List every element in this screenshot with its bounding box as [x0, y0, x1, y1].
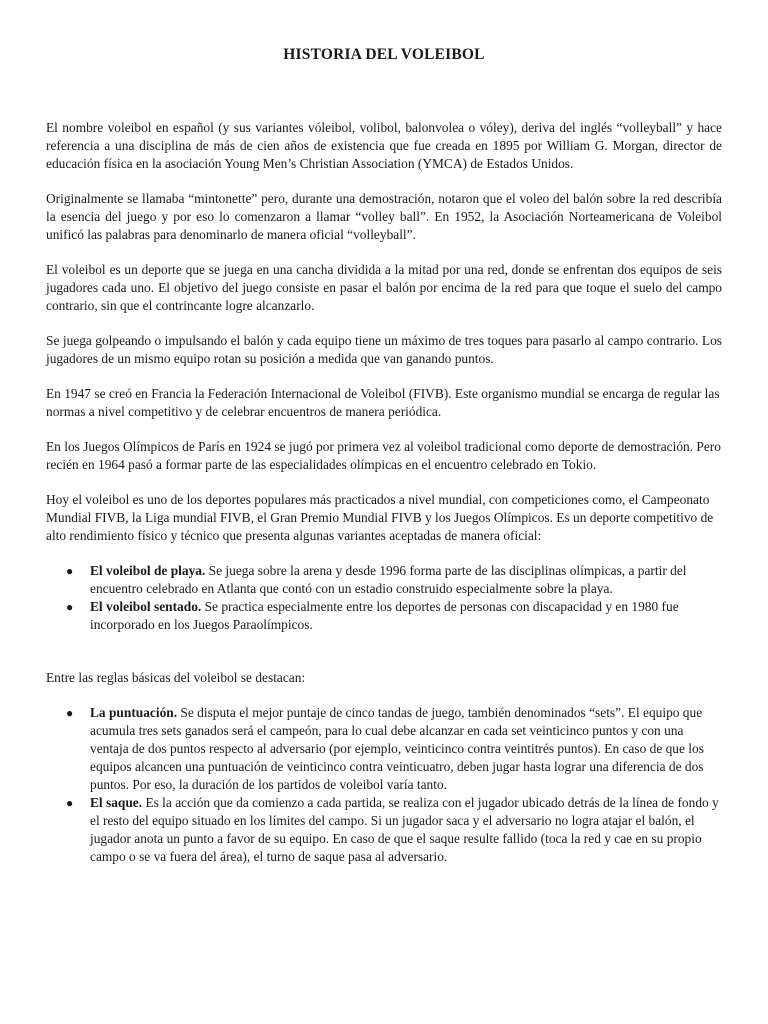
list-item [66, 598, 722, 634]
paragraph-play: Se juega golpeando o impulsando el balón y cada equipo tiene un máximo de tres toques para pasarlo al campo contrario. Los jugadores de un mismo equipo rotan su posición a medida que van ganando puntos. [46, 333, 722, 366]
list-item [66, 562, 722, 598]
list-item-text: Se juega sobre la arena y desde 1996 forma parte de las disciplinas olímpicas, a partir del encuentro celebrado en Atlanta que contó con un estadio construido especialmente sobre la playa. [90, 563, 687, 596]
paragraph-olympics: En los Juegos Olímpicos de París en 1924 se jugó por primera vez al voleibol tradicional como deporte de demostración. Pero recién en 1964 pasó a formar parte de las especialidades olímpicas en el encuentro celebrado en Tokio. [46, 439, 721, 472]
list-item-term: El voleibol sentado. [90, 599, 202, 614]
bullet-icon: ● [66, 706, 74, 720]
list-item-text: Se disputa el mejor puntaje de cinco tandas de juego, también denominados “sets”. El equipo que acumula tres sets ganados será el campeón, para lo cual debe alcanzar en cada set veinticinco puntos y con una ventaja de dos puntos respecto al adversario (por ejemplo, veinticinco contra veintitrés puntos). En caso de que los equipos alcancen una puntuación de veinticinco contra veinticuatro, deben jugar hasta lograr una diferencia de dos puntos. Por eso, la duración de los partidos de voleibol varía tanto. [90, 705, 704, 792]
paragraph-description: El voleibol es un deporte que se juega en una cancha dividida a la mitad por una red, donde se enfrentan dos equipos de seis jugadores cada uno. El objetivo del juego consiste en pasar el balón por encima de la red para que toque el suelo del campo contrario, sin que el contrincante logre alcanzarlo. [46, 262, 722, 313]
list-item-term: La puntuación. [90, 705, 178, 720]
variants-list [46, 562, 722, 634]
list-item-term: El voleibol de playa. [90, 563, 206, 578]
paragraph-fivb: En 1947 se creó en Francia la Federación Internacional de Voleibol (FIVB). Este organismo mundial se encarga de regular las normas a nivel competitivo y de celebrar encuentros de manera periódica. [46, 386, 720, 419]
rules-list [46, 704, 722, 866]
bullet-icon: ● [66, 564, 74, 578]
list-item-text: Se practica especialmente entre los deportes de personas con discapacidad y en 1980 fue incorporado en los Juegos Paraolímpicos. [90, 599, 679, 632]
list-item-term: El saque. [90, 795, 143, 810]
list-item [66, 794, 722, 866]
rules-intro: Entre las reglas básicas del voleibol se destacan: [46, 670, 306, 685]
list-item [66, 704, 722, 794]
spacer [46, 651, 722, 669]
paragraph-today: Hoy el voleibol es uno de los deportes populares más practicados a nivel mundial, con competiciones como, el Campeonato Mundial FIVB, la Liga mundial FIVB, el Gran Premio Mundial FIVB y los Juegos Olímpicos. Es un deporte competitivo de alto rendimiento físico y técnico que presenta algunas variantes aceptadas de manera oficial: [46, 492, 714, 543]
bullet-icon: ● [66, 796, 74, 810]
list-item-text: Es la acción que da comienzo a cada partida, se realiza con el jugador ubicado detrás de la línea de fondo y el resto del equipo situado en los límites del campo. Si un jugador saca y el adversario no logra atajar el balón, el jugador anota un punto a favor de su equipo. En caso de que el saque resulte fallido (toca la red y cae en su propio campo o se va fuera del área), el turno de saque pasa al adversario. [90, 795, 719, 864]
bullet-icon: ● [66, 600, 74, 614]
paragraph-name: Originalmente se llamaba “mintonette” pero, durante una demostración, notaron que el voleo del balón sobre la red describía la esencia del juego y por eso lo comenzaron a llamar “volley ball”. En 1952, la Asociación Norteamericana de Voleibol unificó las palabras para denominarlo de manera oficial “volleyball”. [46, 191, 722, 242]
paragraph-origin: El nombre voleibol en español (y sus variantes vóleibol, volibol, balonvolea o vóley), deriva del inglés “volleyball” y hace referencia a una disciplina de más de cien años de existencia que fue creada en 1895 por William G. Morgan, director de educación física en la asociación Young Men’s Christian Association (YMCA) de Estados Unidos. [46, 120, 722, 171]
document-title: HISTORIA DEL VOLEIBOL [283, 46, 485, 63]
